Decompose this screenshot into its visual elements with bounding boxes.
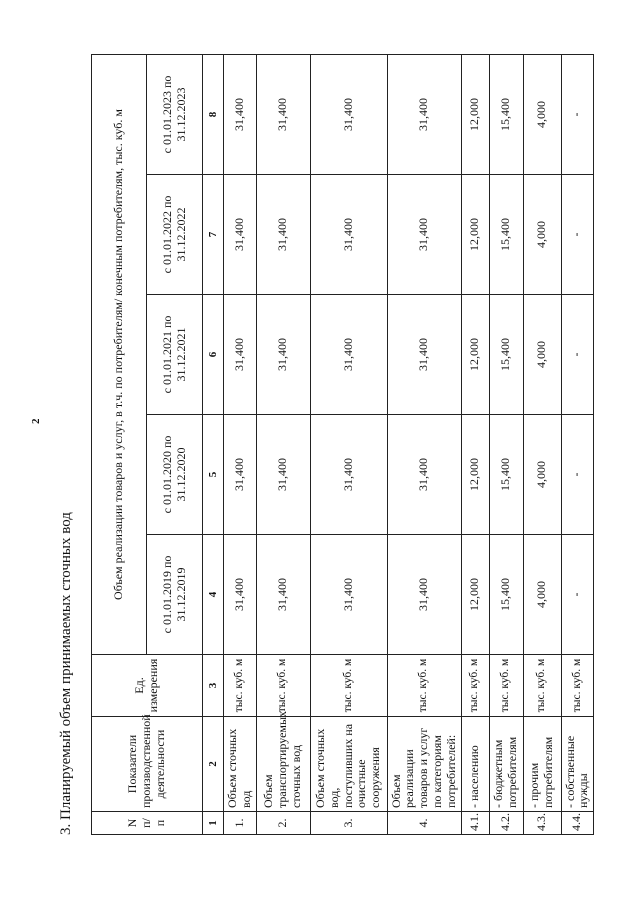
rotated-table-container [91,55,591,835]
row-value: 12,000 [461,54,489,174]
row-num: 4.3. [523,812,561,835]
row-value: 15,400 [489,415,523,535]
row-value: 31,400 [310,535,387,655]
header-indicator: Показатели производственной деятельности [92,717,203,812]
row-value: 15,400 [489,535,523,655]
row-num: 3. [310,812,387,835]
row-value: 31,400 [224,415,257,535]
header-period-2023: с 01.01.2023 по 31.12.2023 [147,54,203,174]
row-value: 15,400 [489,295,523,415]
column-index: 3 [203,655,224,717]
header-period-2021: с 01.01.2021 по 31.12.2021 [147,295,203,415]
row-value: 31,400 [387,295,461,415]
column-index: 6 [203,295,224,415]
row-value: 4,000 [523,535,561,655]
row-unit: тыс. куб. м [224,655,257,717]
table-row [256,54,310,834]
row-num: 1. [224,812,257,835]
header-unit: Ед. измерения [92,655,203,717]
row-value: - [561,415,594,535]
row-value: 15,400 [489,175,523,295]
header-period-2019: с 01.01.2019 по 31.12.2019 [147,535,203,655]
row-value: 31,400 [310,54,387,174]
row-value: 31,400 [310,415,387,535]
row-value: 31,400 [387,54,461,174]
row-value: 31,400 [224,535,257,655]
row-value: 31,400 [256,54,310,174]
row-value: 31,400 [256,415,310,535]
row-value: 31,400 [224,54,257,174]
table-row [310,54,387,834]
row-value: 31,400 [387,415,461,535]
row-value: 31,400 [256,535,310,655]
column-index: 4 [203,535,224,655]
row-unit: тыс. куб. м [310,655,387,717]
row-value: 31,400 [310,295,387,415]
row-unit: тыс. куб. м [489,655,523,717]
header-num: N п/п [92,812,203,835]
row-value: - [561,54,594,174]
row-label: - собственные нужды [561,717,594,812]
row-value: - [561,535,594,655]
row-value: 12,000 [461,295,489,415]
table-row [387,54,461,834]
row-unit: тыс. куб. м [561,655,594,717]
row-value: 4,000 [523,295,561,415]
row-value: 31,400 [387,535,461,655]
row-label: - населению [461,717,489,812]
header-volume-group: Объем реализации товаров и услуг, в т.ч. по потребителям/ конечным потребителям, тыс. куб. м [92,54,147,654]
row-value: 4,000 [523,175,561,295]
header-period-2020: с 01.01.2020 по 31.12.2020 [147,415,203,535]
section-title: 3. Планируемый объем принимаемых сточных вод [58,512,74,835]
row-value: 31,400 [310,175,387,295]
row-unit: тыс. куб. м [461,655,489,717]
column-index: 2 [203,717,224,812]
table-row [224,54,257,834]
row-label: Объем сточных вод [224,717,257,812]
row-value: 31,400 [224,295,257,415]
row-num: 2. [256,812,310,835]
table-row [523,54,561,834]
row-value: 12,000 [461,415,489,535]
row-value: 31,400 [256,175,310,295]
table-row [561,54,594,834]
table-row [461,54,489,834]
table-row [489,54,523,834]
row-unit: тыс. куб. м [523,655,561,717]
row-label: Объем сточных вод, поступивших на очистные сооружения [310,717,387,812]
row-value: 4,000 [523,54,561,174]
row-value: - [561,175,594,295]
column-index-row [203,54,224,834]
volume-table [91,54,594,835]
column-index: 8 [203,54,224,174]
row-num: 4.4. [561,812,594,835]
row-num: 4. [387,812,461,835]
header-period-2022: с 01.01.2022 по 31.12.2022 [147,175,203,295]
row-value: 15,400 [489,54,523,174]
row-unit: тыс. куб. м [256,655,310,717]
row-num: 4.2. [489,812,523,835]
row-num: 4.1. [461,812,489,835]
row-value: 12,000 [461,175,489,295]
row-value: 31,400 [256,295,310,415]
column-index: 5 [203,415,224,535]
row-value: 31,400 [387,175,461,295]
page-number: 2 [30,418,42,424]
row-label: Объем транспортируемых сточных вод [256,717,310,812]
column-index: 7 [203,175,224,295]
row-label: - бюджетным потребителям [489,717,523,812]
row-unit: тыс. куб. м [387,655,461,717]
row-label: Объем реализации товаров и услуг по категориям потребителей: [387,717,461,812]
row-value: - [561,295,594,415]
row-value: 12,000 [461,535,489,655]
row-label: - прочим потребителям [523,717,561,812]
row-value: 4,000 [523,415,561,535]
row-value: 31,400 [224,175,257,295]
column-index: 1 [203,812,224,835]
